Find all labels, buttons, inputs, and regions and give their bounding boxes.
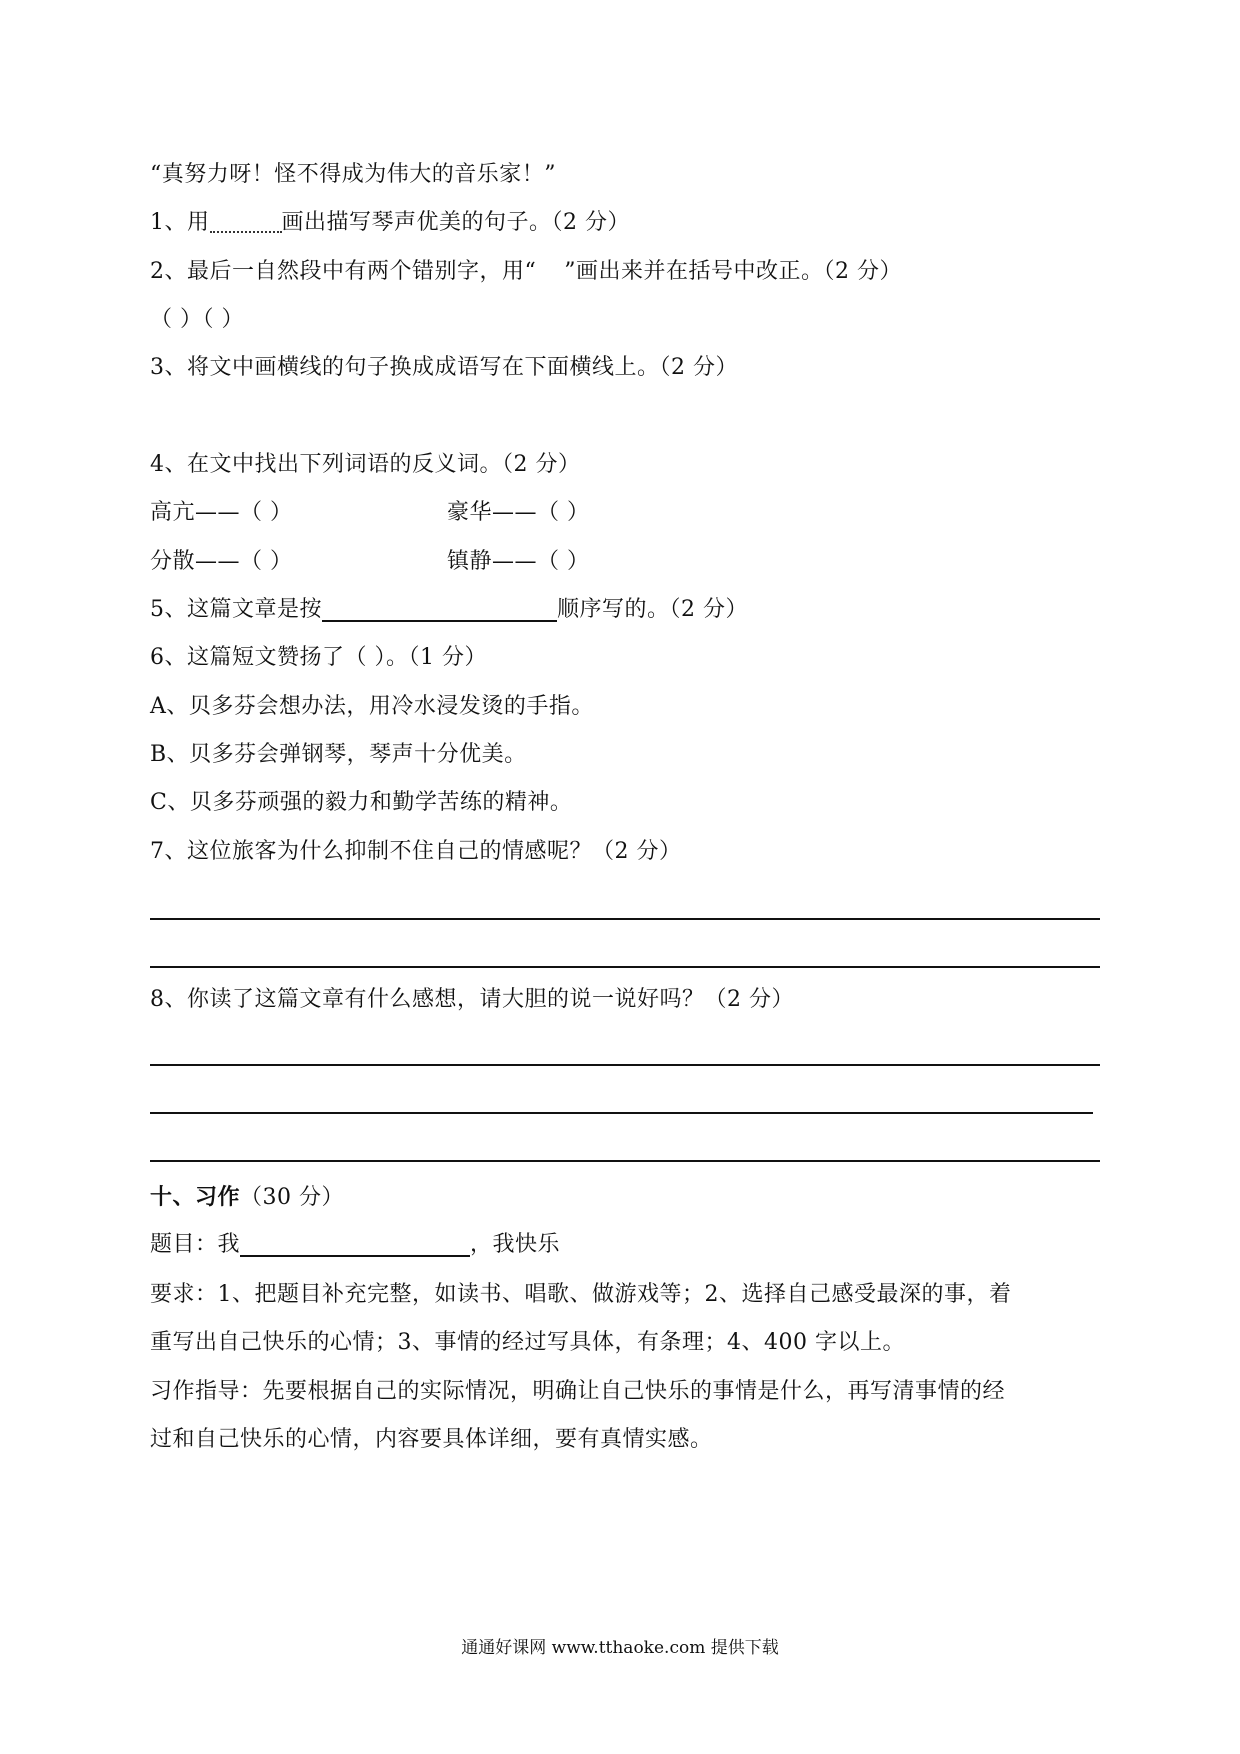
essay-topic-prefix: 题目：我	[150, 1232, 241, 1257]
guidance-line-1: 习作指导：先要根据自己的实际情况，明确让自己快乐的事情是什么，再写清事情的经	[150, 1379, 1006, 1404]
requirements-line-2: 重写出自己快乐的心情；3、事情的经过写具体，有条理；4、400 字以上。	[150, 1330, 905, 1355]
question-6-option-a: A、贝多芬会想办法，用冷水浸发烫的手指。	[150, 694, 594, 719]
wavy-underline-mark	[210, 211, 282, 233]
question-4: 4、在文中找出下列词语的反义词。（2 分）	[150, 452, 581, 477]
section-10-heading	[150, 1182, 344, 1213]
essay-topic-blank	[240, 1231, 470, 1257]
question-1	[150, 208, 630, 238]
quote-line: “真努力呀！怪不得成为伟大的音乐家！”	[150, 162, 556, 187]
question-7: 7、这位旅客为什么抑制不住自己的情感呢？（2 分）	[150, 839, 682, 864]
question-5-blank	[322, 596, 557, 622]
question-2-prefix: 2、最后一自然段中有两个错别字，用“	[150, 259, 537, 284]
section-10-title: 十、习作	[150, 1184, 241, 1210]
answer-line	[150, 1160, 1100, 1162]
question-4-item-c: 分散——（ ）	[150, 549, 293, 574]
question-8: 8、你读了这篇文章有什么感想，请大胆的说一说好吗？（2 分）	[150, 987, 794, 1012]
question-2	[150, 257, 902, 287]
answer-line	[150, 1112, 1093, 1114]
essay-topic-suffix: ，我快乐	[470, 1232, 561, 1257]
question-5	[150, 595, 748, 625]
question-1-prefix: 1、用	[150, 210, 210, 235]
section-10-score: （30 分）	[240, 1185, 345, 1210]
essay-topic	[150, 1230, 560, 1260]
answer-line	[150, 966, 1100, 968]
question-4-item-d: 镇静——（ ）	[447, 549, 590, 574]
requirements-line-1: 要求：1、把题目补充完整，如读书、唱歌、做游戏等；2、选择自己感受最深的事，着	[150, 1282, 1012, 1307]
question-6-option-c: C、贝多芬顽强的毅力和勤学苦练的精神。	[150, 790, 573, 815]
question-4-item-a: 高亢——（ ）	[150, 500, 293, 525]
question-2-suffix: ”画出来并在括号中改正。（2 分）	[564, 259, 902, 284]
answer-line	[150, 1064, 1100, 1066]
question-5-suffix: 顺序写的。（2 分）	[557, 597, 748, 622]
question-3: 3、将文中画横线的句子换成成语写在下面横线上。（2 分）	[150, 355, 738, 380]
page-footer: 通通好课网 www.tthaoke.com 提供下载	[461, 1638, 779, 1658]
question-2-answer-parens: （ ）（ ）	[150, 307, 244, 332]
answer-line	[150, 918, 1100, 920]
guidance-line-2: 过和自己快乐的心情，内容要具体详细，要有真情实感。	[150, 1427, 713, 1452]
question-5-prefix: 5、这篇文章是按	[150, 597, 322, 622]
question-6-option-b: B、贝多芬会弹钢琴，琴声十分优美。	[150, 742, 527, 767]
question-1-suffix: 画出描写琴声优美的句子。（2 分）	[281, 210, 630, 235]
question-4-item-b: 豪华——（ ）	[447, 500, 590, 525]
question-6: 6、这篇短文赞扬了（ ）。（1 分）	[150, 645, 487, 670]
